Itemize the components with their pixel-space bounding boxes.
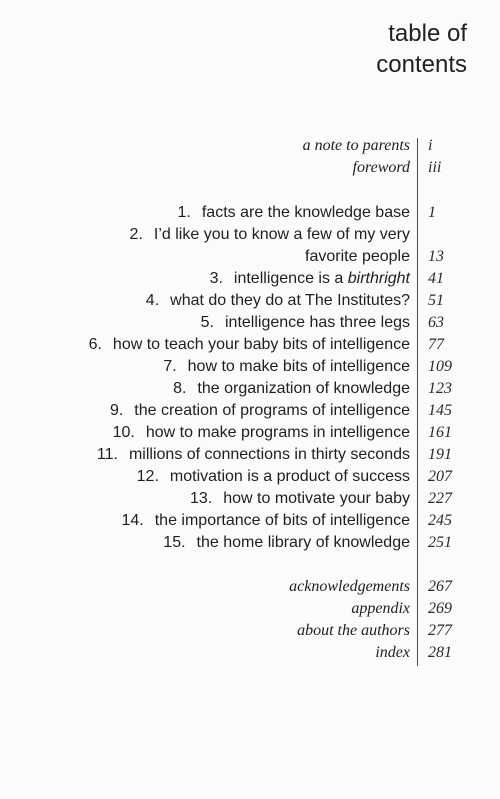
toc-chapter-entry — [0, 224, 500, 246]
entry-page: 251 — [428, 534, 452, 551]
entry-label: index — [375, 644, 410, 661]
toc-back-entry — [0, 642, 500, 664]
entry-page: 41 — [428, 270, 444, 287]
entry-text: the importance of bits of intelligence — [154, 512, 410, 529]
entry-title — [173, 378, 410, 400]
entry-title — [97, 444, 410, 466]
entry-number: 3. — [209, 270, 223, 287]
entry-number: 12. — [136, 468, 159, 485]
entry-page: 245 — [428, 512, 452, 529]
entry-label: appendix — [351, 600, 410, 617]
entry-text: how to make programs in intelligence — [145, 424, 410, 441]
entry-title — [113, 422, 410, 444]
entry-page: 77 — [428, 336, 444, 353]
toc-chapter-entry — [0, 202, 500, 224]
toc-chapter-entry — [0, 400, 500, 422]
entry-page: 191 — [428, 446, 452, 463]
entry-text: how to make bits of intelligence — [187, 358, 410, 375]
entry-title — [130, 224, 410, 246]
entry-text: intelligence is a — [233, 270, 348, 287]
entry-title — [163, 356, 410, 378]
entry-number: 5. — [200, 314, 214, 331]
entry-page: i — [428, 137, 433, 154]
toc-chapter-entry — [0, 268, 500, 290]
entry-title — [110, 400, 410, 422]
entry-number: 8. — [173, 380, 187, 397]
entry-page: 161 — [428, 424, 452, 441]
toc-chapter-entry — [0, 356, 500, 378]
entry-label: a note to parents — [302, 137, 410, 154]
entry-text: how to teach your baby bits of intelligence — [112, 336, 410, 353]
entry-title — [121, 510, 410, 532]
entry-title — [190, 488, 410, 510]
title-line-2: contents — [376, 51, 467, 78]
entry-page: 13 — [428, 248, 444, 265]
entry-page: 227 — [428, 490, 452, 507]
entry-text: millions of connections in thirty seconds — [128, 446, 410, 463]
toc-back-entry — [0, 620, 500, 642]
entry-number: 7. — [163, 358, 177, 375]
entry-title — [305, 246, 410, 268]
toc-chapter-entry — [0, 466, 500, 488]
entry-page: 277 — [428, 622, 452, 639]
toc-chapter-entry — [0, 444, 500, 466]
entry-number: 11. — [96, 446, 118, 463]
entry-page: 109 — [428, 358, 452, 375]
toc-chapter-entry — [0, 488, 500, 510]
title-line-1: table of — [388, 20, 467, 47]
entry-page: 281 — [428, 644, 452, 661]
entry-page: 269 — [428, 600, 452, 617]
entry-text: how to motivate your baby — [223, 490, 410, 507]
toc-front-entry — [0, 157, 500, 179]
entry-title — [137, 466, 410, 488]
entry-text: the home library of knowledge — [196, 534, 410, 551]
entry-number: 2. — [129, 226, 143, 243]
entry-page: iii — [428, 159, 442, 176]
entry-text-italic: birthright — [347, 270, 410, 287]
entry-text: facts are the knowledge base — [201, 204, 410, 221]
entry-number: 9. — [109, 402, 124, 419]
entry-page: 1 — [428, 204, 436, 221]
entry-title — [178, 202, 410, 224]
entry-number: 6. — [88, 336, 102, 353]
entry-label: acknowledgements — [289, 578, 410, 595]
toc-chapter-entry — [0, 510, 500, 532]
entry-number: 10. — [112, 424, 135, 441]
entry-page: 123 — [428, 380, 452, 397]
entry-text: intelligence has three legs — [224, 314, 410, 331]
entry-title — [201, 312, 410, 334]
toc-back-entry — [0, 576, 500, 598]
entry-page: 207 — [428, 468, 452, 485]
toc-chapter-entry — [0, 290, 500, 312]
toc-chapter-entry — [0, 378, 500, 400]
toc-chapter-entry — [0, 334, 500, 356]
toc-chapter-entry — [0, 312, 500, 334]
entry-page: 267 — [428, 578, 452, 595]
entry-number: 14. — [121, 512, 144, 529]
entry-text: the creation of programs of intelligence — [134, 402, 410, 419]
entry-title — [210, 268, 410, 290]
entry-number: 15. — [163, 534, 186, 551]
entry-text: motivation is a product of success — [169, 468, 410, 485]
entry-number: 13. — [189, 490, 213, 507]
entry-text: favorite people — [305, 248, 410, 265]
toc-back-entry — [0, 598, 500, 620]
entry-text: I’d like you to know a few of my very — [153, 226, 410, 243]
entry-page: 63 — [428, 314, 444, 331]
toc-chapter-entry — [0, 246, 500, 268]
entry-title — [89, 334, 410, 356]
entry-number: 1. — [177, 204, 191, 221]
entry-label: about the authors — [297, 622, 410, 639]
entry-title — [163, 532, 410, 554]
entry-title — [146, 290, 410, 312]
entry-page: 51 — [428, 292, 444, 309]
entry-page: 145 — [428, 402, 452, 419]
toc-front-entry — [0, 135, 500, 157]
entry-label: foreword — [352, 159, 410, 176]
toc-chapter-entry — [0, 532, 500, 554]
toc-chapter-entry — [0, 422, 500, 444]
page-title — [376, 18, 467, 80]
entry-text: what do they do at The Institutes? — [170, 292, 410, 309]
entry-number: 4. — [145, 292, 160, 309]
entry-text: the organization of knowledge — [197, 380, 410, 397]
